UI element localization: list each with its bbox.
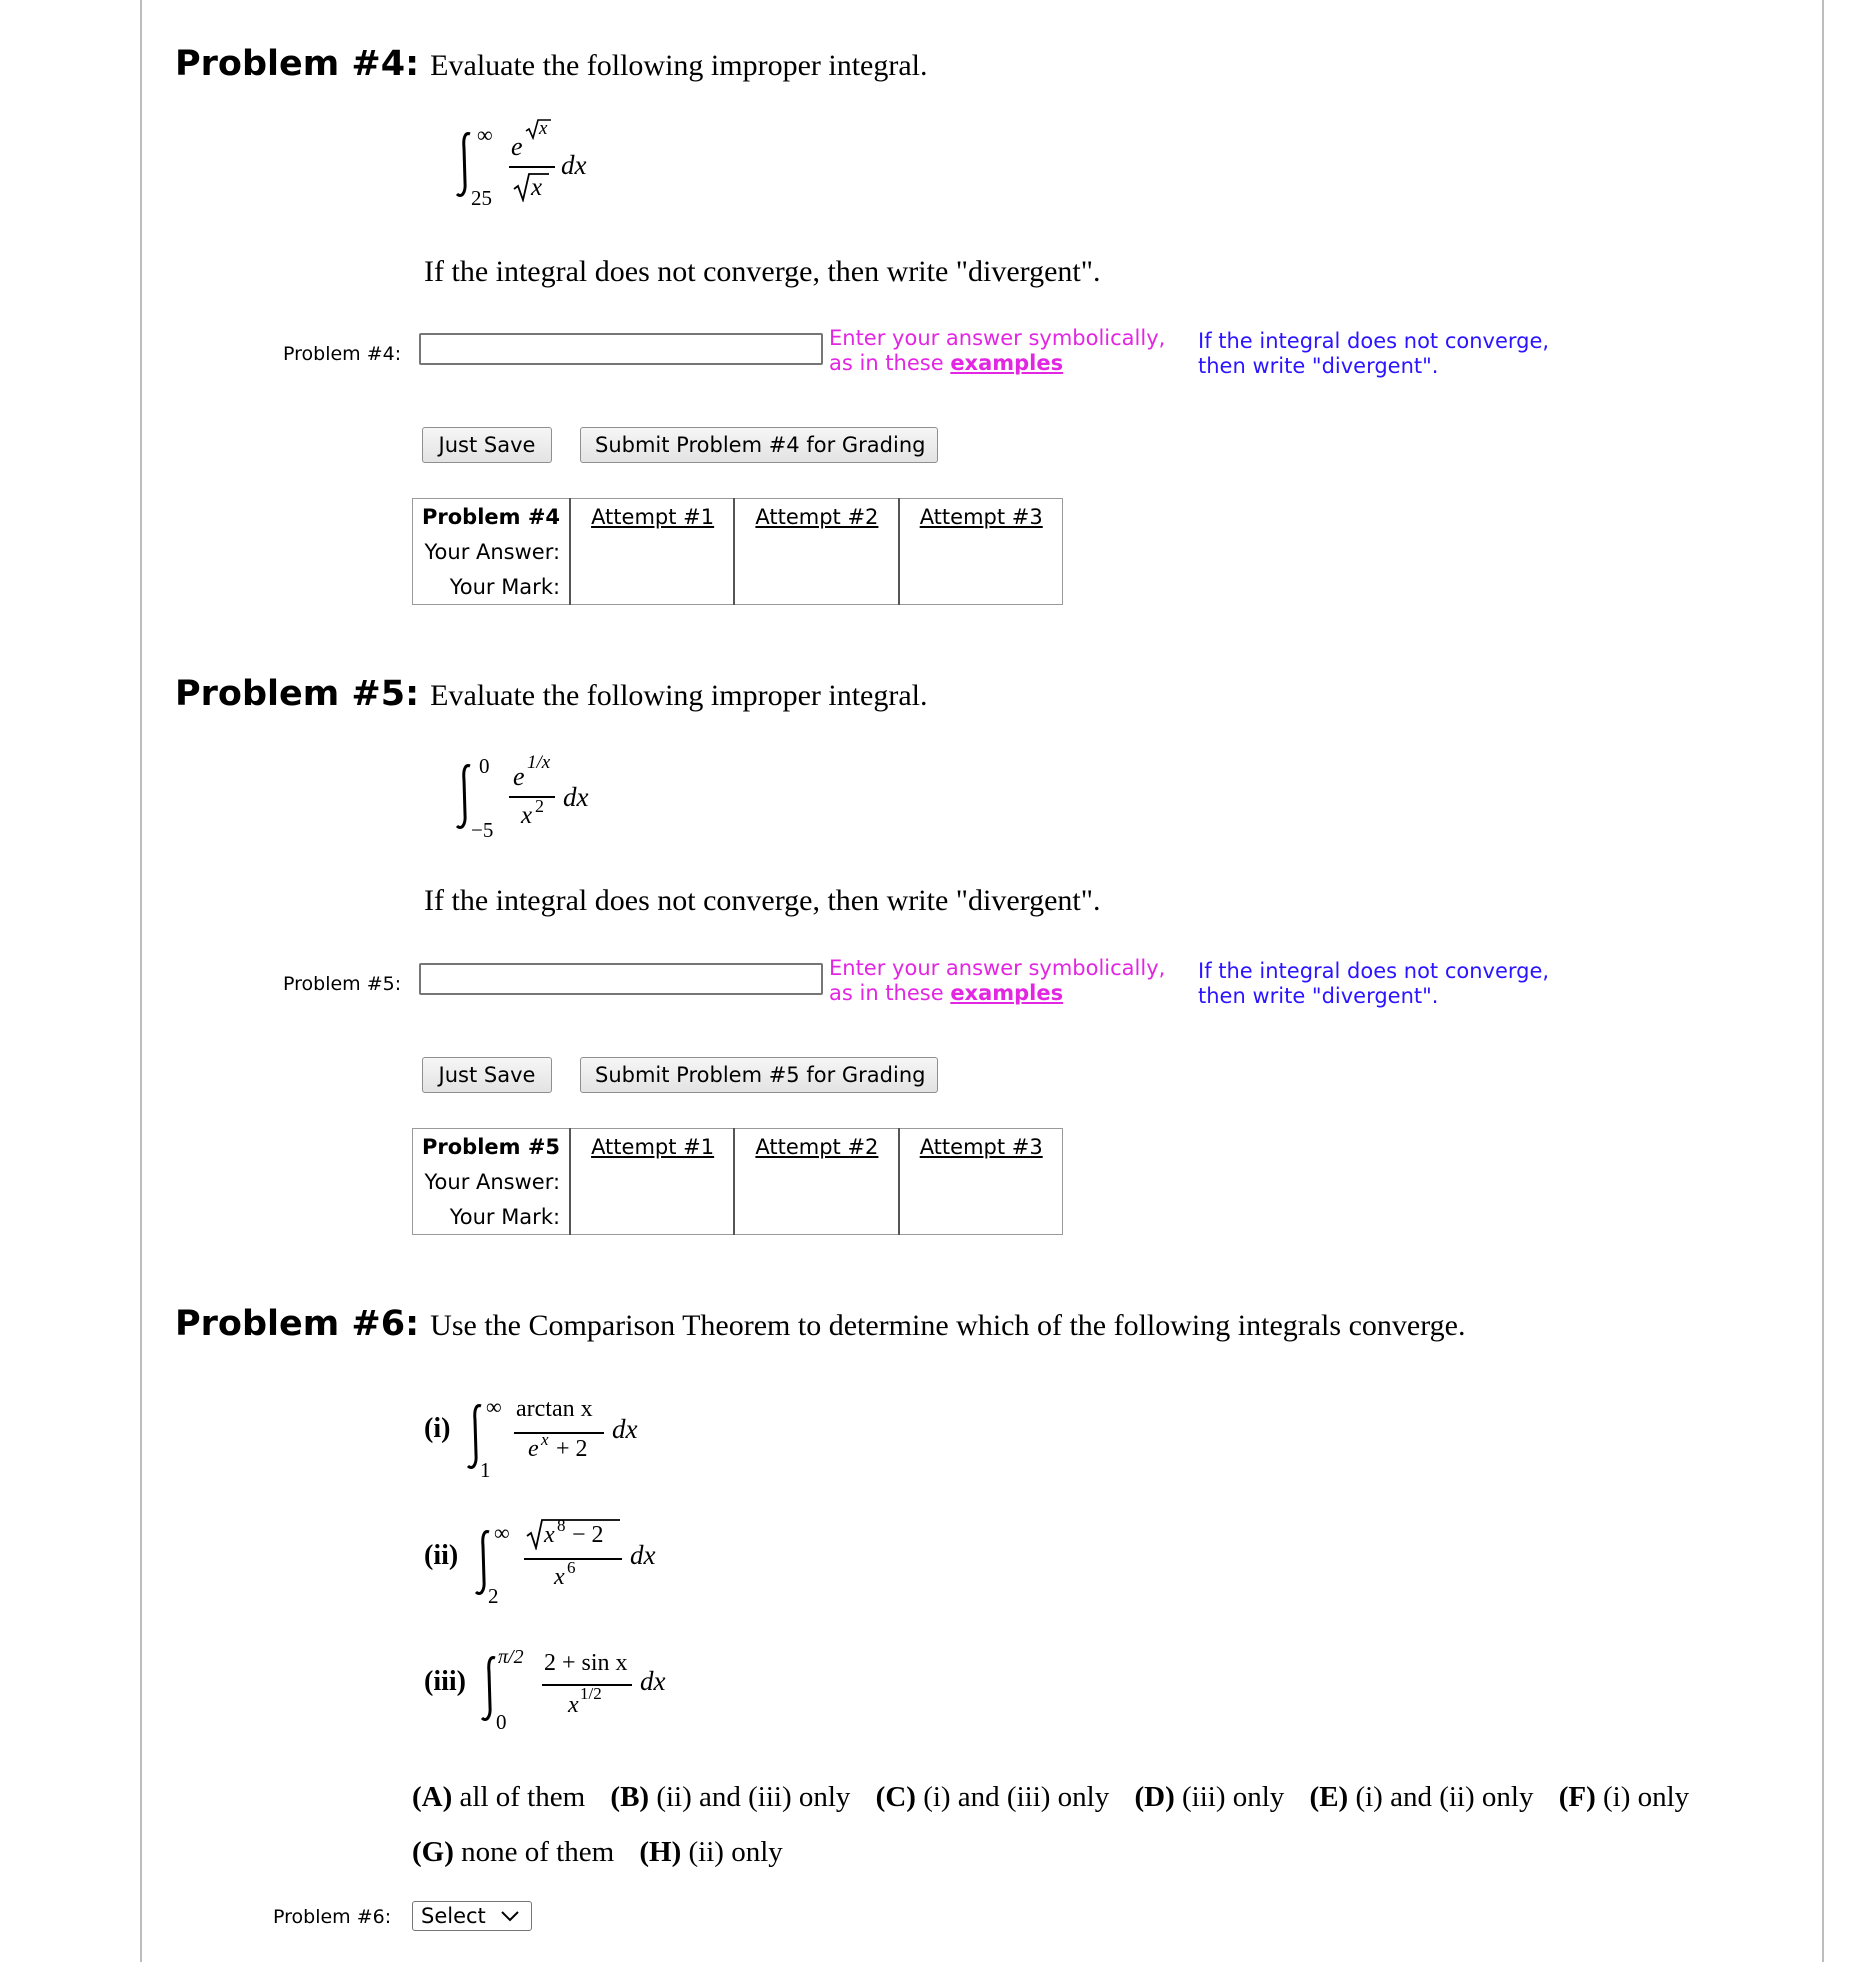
table-header: Problem #5 — [422, 1134, 561, 1159]
denominator-exp: 6 — [567, 1558, 576, 1577]
side-hint-line-2: then write "divergent". — [1198, 984, 1439, 1008]
problem-6-integral-ii — [424, 1514, 724, 1614]
problem-5-heading — [175, 674, 928, 714]
problem-6-statement: Use the Comparison Theorem to determine which of the following integrals converge. — [430, 1309, 1466, 1342]
numerator-base: e — [513, 762, 525, 791]
problem-4-heading — [175, 44, 928, 84]
radicand-base: x — [544, 1522, 555, 1548]
attempt-2-link[interactable]: Attempt #2 — [755, 504, 879, 529]
item-label: (ii) — [424, 1540, 459, 1571]
your-answer-label: Your Answer: — [424, 539, 561, 564]
option-g: (G) none of them — [412, 1836, 615, 1868]
denominator-exp: 1/2 — [580, 1684, 602, 1703]
denominator-exp: x — [541, 1430, 549, 1449]
upper-limit: 0 — [479, 754, 490, 778]
numerator-exp: x — [539, 118, 548, 139]
attempt-1-mark — [570, 569, 734, 605]
attempt-1-answer — [570, 1164, 734, 1199]
denominator-base: x — [554, 1564, 565, 1590]
option-a: (A) all of them — [412, 1781, 586, 1813]
option-f: (F) (i) only — [1558, 1781, 1690, 1813]
radicand-rest: − 2 — [566, 1522, 604, 1548]
dx: dx — [561, 150, 587, 180]
attempt-3-link[interactable]: Attempt #3 — [919, 1134, 1043, 1159]
denominator: x — [531, 174, 543, 201]
attempt-1-link[interactable]: Attempt #1 — [591, 1134, 715, 1159]
problem-6-heading — [175, 1304, 1465, 1344]
upper-limit: ∞ — [494, 1520, 510, 1545]
problem-4-input-label: Problem #4: — [283, 343, 402, 365]
problem-4-note: If the integral does not converge, then write "divergent". — [424, 255, 1101, 288]
problem-5-just-save-button[interactable]: Just Save — [422, 1057, 552, 1093]
attempt-2-mark — [734, 1199, 898, 1235]
numerator-exp: 1/x — [527, 752, 551, 773]
attempt-2-mark — [734, 569, 898, 605]
problem-5-statement: Evaluate the following improper integral. — [430, 679, 928, 712]
problem-4-divergent-hint — [1198, 329, 1549, 379]
upper-limit: π/2 — [498, 1646, 524, 1668]
problem-5-submit-button[interactable]: Submit Problem #5 for Grading — [580, 1057, 938, 1093]
upper-limit: ∞ — [486, 1394, 502, 1419]
problem-4-title: Problem #4: — [175, 44, 420, 84]
problem-6-answer-select[interactable] — [412, 1901, 532, 1931]
denominator-base: e — [528, 1436, 539, 1462]
attempt-1-mark — [570, 1199, 734, 1235]
lower-limit: 25 — [471, 186, 492, 210]
attempt-2-link[interactable]: Attempt #2 — [755, 1134, 879, 1159]
problem-6-integral-iii — [424, 1640, 724, 1740]
item-label: (i) — [424, 1413, 451, 1444]
lower-limit: 2 — [488, 1584, 499, 1608]
hint-line-1: Enter your answer symbolically, — [829, 326, 1166, 350]
attempt-2-answer — [734, 534, 898, 569]
problem-5-note: If the integral does not converge, then write "divergent". — [424, 884, 1101, 917]
dx: dx — [563, 782, 589, 812]
problem-4-integral — [455, 110, 615, 220]
attempt-2-answer — [734, 1164, 898, 1199]
lower-limit: 0 — [496, 1710, 507, 1734]
hint-line-2 — [829, 981, 1165, 1006]
attempt-3-mark — [899, 1199, 1063, 1235]
table-header: Problem #4 — [422, 504, 561, 529]
problem-4-just-save-button[interactable]: Just Save — [422, 427, 552, 463]
problem-5-divergent-hint — [1198, 959, 1549, 1009]
your-mark-label: Your Mark: — [449, 574, 561, 599]
option-d: (D) (iii) only — [1134, 1781, 1285, 1813]
denominator-rest: + 2 — [550, 1436, 588, 1462]
attempt-3-mark — [899, 569, 1063, 605]
examples-link[interactable]: examples — [950, 351, 1064, 375]
problem-6-title: Problem #6: — [175, 1304, 420, 1344]
denominator-exp: 2 — [535, 796, 544, 816]
attempt-1-answer — [570, 534, 734, 569]
dx: dx — [612, 1414, 638, 1444]
problem-4-attempts-table — [412, 498, 1063, 605]
item-label: (iii) — [424, 1666, 466, 1697]
dx: dx — [640, 1666, 666, 1696]
option-e: (E) (i) and (ii) only — [1309, 1781, 1534, 1813]
problem-5-symbolic-hint — [829, 956, 1165, 1006]
chevron-down-icon — [501, 1911, 519, 1922]
denominator-base: x — [568, 1692, 579, 1718]
problem-4-answer-input[interactable] — [419, 333, 823, 365]
option-c: (C) (i) and (iii) only — [875, 1781, 1110, 1813]
problem-6-options-row-2 — [412, 1836, 783, 1869]
numerator: arctan x — [516, 1396, 593, 1422]
your-answer-label: Your Answer: — [424, 1169, 561, 1194]
option-b: (B) (ii) and (iii) only — [610, 1781, 851, 1813]
side-hint-line-2: then write "divergent". — [1198, 354, 1439, 378]
lower-limit: −5 — [471, 818, 494, 842]
radicand-exp: 8 — [557, 1516, 566, 1535]
option-h: (H) (ii) only — [639, 1836, 783, 1868]
problem-6-input-label: Problem #6: — [273, 1906, 392, 1928]
hint-line-2 — [829, 351, 1165, 376]
problem-5-title: Problem #5: — [175, 674, 420, 714]
hint-prefix: as in these — [829, 981, 951, 1005]
numerator-base: e — [511, 132, 523, 161]
attempt-3-link[interactable]: Attempt #3 — [919, 504, 1043, 529]
problem-6-options-row-1 — [412, 1781, 1689, 1814]
your-mark-label: Your Mark: — [449, 1204, 561, 1229]
side-hint-line-1: If the integral does not converge, — [1198, 959, 1550, 983]
problem-5-attempts-table — [412, 1128, 1063, 1235]
lower-limit: 1 — [480, 1458, 491, 1482]
attempt-3-answer — [899, 534, 1063, 569]
numerator: 2 + sin x — [544, 1650, 628, 1676]
attempt-3-answer — [899, 1164, 1063, 1199]
problem-5-answer-input[interactable] — [419, 963, 823, 995]
hint-line-1: Enter your answer symbolically, — [829, 956, 1166, 980]
hint-prefix: as in these — [829, 351, 951, 375]
denominator-base: x — [521, 802, 533, 829]
dx: dx — [630, 1540, 656, 1570]
problem-5-integral — [455, 742, 615, 852]
problem-4-symbolic-hint — [829, 326, 1165, 376]
problem-5-input-label: Problem #5: — [283, 973, 402, 995]
side-hint-line-1: If the integral does not converge, — [1198, 329, 1550, 353]
problem-4-submit-button[interactable]: Submit Problem #4 for Grading — [580, 427, 938, 463]
problem-4-statement: Evaluate the following improper integral. — [430, 49, 928, 82]
examples-link[interactable]: examples — [950, 981, 1064, 1005]
fraction-bar — [514, 1432, 604, 1434]
fraction-bar — [509, 796, 555, 798]
attempt-1-link[interactable]: Attempt #1 — [591, 504, 715, 529]
fraction-bar — [509, 166, 555, 168]
upper-limit: ∞ — [477, 122, 493, 147]
select-value: Select — [421, 1904, 486, 1928]
problem-6-integral-i — [424, 1388, 724, 1488]
